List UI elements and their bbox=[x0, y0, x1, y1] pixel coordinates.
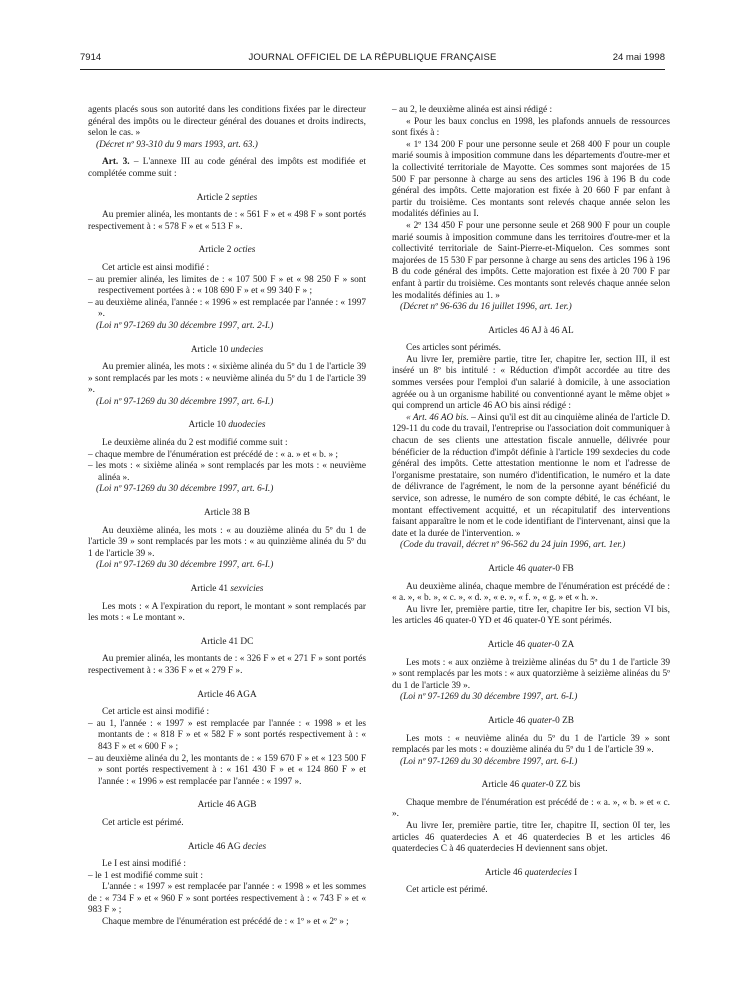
article-heading bbox=[392, 326, 670, 338]
heading-suffix: quater bbox=[527, 639, 552, 650]
heading-text: Article 41 DC bbox=[200, 636, 254, 647]
heading-text: Article 2 bbox=[196, 192, 232, 203]
header-rule bbox=[80, 69, 665, 70]
citation: (Loi nº 97-1269 du 30 décembre 1997, art. 6-I.) bbox=[400, 756, 578, 767]
article-heading bbox=[88, 637, 366, 649]
citation: (Loi nº 97-1269 du 30 décembre 1997, art. 6-I.) bbox=[96, 484, 274, 495]
heading-text: Article 46 bbox=[484, 867, 525, 878]
article-label: Art. 3. bbox=[102, 157, 130, 168]
paragraph bbox=[88, 157, 366, 180]
article-heading bbox=[88, 800, 366, 812]
article-heading bbox=[392, 716, 670, 728]
citation: (Loi nº 97-1269 du 30 décembre 1997, art. 2-I.) bbox=[96, 320, 274, 331]
list-item: – au 2, le deuxième alinéa est ainsi rédigé : bbox=[392, 105, 553, 115]
paragraph: Chaque membre de l'énumération est précédé de : « 1º » et « 2º » ; bbox=[102, 917, 349, 928]
heading-suffix: septies bbox=[231, 192, 258, 203]
heading-text: Article 38 B bbox=[204, 508, 250, 519]
heading-suffix: decies bbox=[242, 841, 267, 852]
citation: (Décret nº 96-636 du 16 juillet 1996, art. 1er.) bbox=[400, 302, 572, 313]
paragraph: Le I est ainsi modifié : bbox=[102, 859, 186, 870]
heading-suffix: quater bbox=[528, 563, 553, 574]
citation: (Loi nº 97-1269 du 30 décembre 1997, art. 6-I.) bbox=[400, 692, 578, 703]
paragraph: Cet article est périmé. bbox=[102, 817, 184, 828]
paragraph: Au livre Ier, première partie, titre Ier, chapitre Ier bis, section VI bis, les articles 46 quater-0 YD et 46 quater-0 YE sont périmés. bbox=[392, 604, 670, 627]
heading-text: -0 ZB bbox=[552, 715, 574, 726]
article-text: – Ainsi qu'il est dit au cinquième alinéa de l'article D. 129-11 du code du travail, l'entreprise ou l'association doit communiquer à chacun de ses clients une attestation fiscale annuelle, délivrée pour bénéficier de la réduction d'impôt définie à l'article 199 sexdecies du code général des impôts. Cette attestation mentionne le nom et l'adresse de l'organisme prestataire, son numéro d'identification, le numéro et la date de délivrance de l'agrément, le nom de la personne ayant bénéficié du service, son adresse, le numéro de son compte débité, le cas échéant, le montant effectivement acquitté, et un récapitulatif des interventions faisant apparaître le nom et le code identifiant de l'intervenant, ainsi que la date et la durée de l'intervention. » bbox=[392, 412, 670, 539]
heading-text: Article 46 AG bbox=[187, 841, 243, 852]
heading-text: Articles 46 AJ à 46 AL bbox=[488, 325, 574, 336]
paragraph: L'année : « 1997 » est remplacée par l'année : « 1998 » et les sommes de : « 734 F » et « 960 F » sont portées respectivement à : « 743 F » et « 983 F » ; bbox=[88, 882, 366, 916]
article-heading bbox=[88, 193, 366, 205]
paragraph bbox=[392, 413, 670, 541]
list-item: – au 1, l'année : « 1997 » est remplacée par l'année : « 1998 » et les montants de : « 818 F » et « 582 F » sont portés respectivement à : « 843 F » et « 600 F » ; bbox=[88, 718, 366, 752]
list-item: – au deuxième alinéa, l'année : « 1996 » est remplacée par l'année : « 1997 ». bbox=[88, 297, 366, 320]
article-heading bbox=[88, 842, 366, 854]
paragraph: Les mots : « neuvième alinéa du 5º du 1 de l'article 39 » sont remplacés par les mots : « douzième alinéa du 5º du 1 de l'article 39 ». bbox=[392, 733, 670, 756]
paragraph: Les mots : « aux onzième à treizième alinéas du 5º du 1 de l'article 39 » sont remplacés par les mots : « aux quatorzième à seizième alinéas du 5º du 1 de l'article 39 ». bbox=[392, 657, 670, 691]
heading-suffix: duodecies bbox=[228, 420, 266, 431]
article-heading bbox=[392, 780, 670, 792]
heading-suffix: octies bbox=[233, 245, 256, 256]
article-heading bbox=[88, 508, 366, 520]
heading-suffix: quaterdecies bbox=[524, 867, 572, 878]
list-item: – au premier alinéa, les limites de : « 107 500 F » et « 98 250 F » sont respectivement portées à : « 108 690 F » et « 99 340 F » ; bbox=[88, 274, 366, 297]
paragraph: Au premier alinéa, les mots : « sixième alinéa du 5º du 1 de l'article 39 » sont remplacés par les mots : « neuvième alinéa du 5º du 1 de l'article 39 ». bbox=[88, 362, 366, 396]
citation: (Code du travail, décret nº 96-562 du 24 juin 1996, art. 1er.) bbox=[400, 540, 626, 551]
paragraph: « 1º 134 200 F pour une personne seule et 268 400 F pour un couple marié soumis à imposition commune dans les départements d'outre-mer et la collectivité territoriale de Mayotte. Ces sommes sont majorées de 15 500 F par personne à charge au sens des articles 196 à 196 B du code général des impôts. Cette majoration est fixée à 20 660 F par enfant à partir du troisième. Ces montants sont relevés chaque année selon les modalités définies au I. bbox=[392, 139, 670, 220]
right-column bbox=[392, 105, 670, 897]
journal-title: JOURNAL OFFICIEL DE LA RÉPUBLIQUE FRANÇAISE bbox=[248, 52, 497, 63]
citation: (Décret nº 93-310 du 9 mars 1993, art. 63.) bbox=[96, 139, 258, 150]
paragraph: « 2º 134 450 F pour une personne seule et 268 900 F pour un couple marié soumis à imposition commune dans les territoires d'outre-mer et la collectivité territoriale de Saint-Pierre-et-Miquelon. Ces sommes sont majorées de 15 530 F par personne à charge au sens des articles 196 à 196 B du code général des impôts. Cette majoration est fixée à 20 700 F par enfant à partir du troisième. Ces montants sont relevés chaque année selon les modalités définies au 1. » bbox=[392, 220, 670, 301]
left-column bbox=[88, 105, 366, 929]
article-text: – L'annexe III au code général des impôts est modifiée et complétée comme suit : bbox=[88, 157, 366, 179]
publication-date: 24 mai 1998 bbox=[612, 52, 665, 63]
citation: (Loi nº 97-1269 du 30 décembre 1997, art. 6-I.) bbox=[96, 396, 274, 407]
heading-text: Article 46 bbox=[488, 563, 529, 574]
article-heading bbox=[88, 584, 366, 596]
heading-text: Article 46 bbox=[481, 780, 522, 791]
paragraph: Le deuxième alinéa du 2 est modifié comme suit : bbox=[102, 438, 288, 449]
paragraph: Au deuxième alinéa, chaque membre de l'énumération est précédé de : « a. », « b. », « c. », « d. », « e. », « f. », « g. » et « h. ». bbox=[392, 581, 670, 604]
heading-text: Article 46 AGA bbox=[197, 689, 257, 700]
article-heading bbox=[392, 640, 670, 652]
heading-text: Article 10 bbox=[190, 344, 231, 355]
heading-text: -0 ZZ bis bbox=[545, 780, 581, 791]
heading-suffix: sexvicies bbox=[230, 584, 264, 594]
article-heading bbox=[392, 564, 670, 576]
list-item: – les mots : « sixième alinéa » sont remplacés par les mots : « neuvième alinéa ». bbox=[88, 461, 366, 483]
article-heading bbox=[392, 868, 670, 880]
heading-text: Article 46 bbox=[488, 715, 528, 726]
list-item: – le 1 est modifié comme suit : bbox=[88, 870, 203, 881]
paragraph: Au deuxième alinéa, les mots : « au douzième alinéa du 5º du 1 de l'article 39 » sont remplacés par les mots : « au quinzième alinéa du 5º du 1 de l'article 39 ». bbox=[88, 525, 366, 559]
heading-text: I bbox=[571, 867, 578, 878]
heading-text: Article 41 bbox=[190, 584, 231, 594]
paragraph: « Pour les baux conclus en 1998, les plafonds annuels de ressources sont fixés à : bbox=[392, 116, 670, 139]
paragraph: Cet article est ainsi modifié : bbox=[102, 707, 210, 718]
heading-text: -0 ZA bbox=[551, 639, 575, 650]
article-label: « Art. 46 AO bis. bbox=[406, 412, 469, 423]
paragraph: Au livre Ier, première partie, titre Ier, chapitre Ier, section III, il est inséré un 8º bis intitulé : « Réduction d'impôt accordée au titre des sommes versées pour l'emploi d'un salarié à domicile, à une association agréée ou à un organisme habilité ou conventionné ayant le même objet » qui comprend un article 46 AO bis ainsi rédigé : bbox=[392, 354, 670, 412]
article-heading bbox=[88, 345, 366, 357]
citation: (Loi nº 97-1269 du 30 décembre 1997, art. 6-I.) bbox=[96, 560, 274, 571]
paragraph: Au premier alinéa, les montants de : « 561 F » et « 498 F » sont portés respectivement à : « 578 F » et « 513 F ». bbox=[88, 210, 366, 232]
paragraph: Au premier alinéa, les montants de : « 326 F » et « 271 F » sont portés respectivement à : « 336 F » et « 279 F ». bbox=[88, 654, 366, 676]
paragraph: Chaque membre de l'énumération est précédé de : « a. », « b. » et « c. ». bbox=[392, 797, 670, 820]
page-header bbox=[80, 50, 665, 66]
heading-text: Article 46 AGB bbox=[197, 800, 257, 811]
paragraph: Les mots : « A l'expiration du report, le montant » sont remplacés par les mots : « Le montant ». bbox=[88, 601, 366, 624]
article-heading bbox=[88, 245, 366, 257]
paragraph: Ces articles sont périmés. bbox=[406, 343, 502, 354]
heading-text: Article 46 bbox=[487, 639, 528, 650]
list-item: – au deuxième alinéa du 2, les montants de : « 159 670 F » et « 123 500 F » sont portés respectivement à : « 161 430 F » et « 124 860 F » et l'année : « 1996 » est remplacée par l'année : « 1997 ». bbox=[88, 753, 366, 787]
paragraph: Cet article est ainsi modifié : bbox=[102, 262, 210, 273]
paragraph: Cet article est périmé. bbox=[406, 885, 488, 896]
page-number: 7914 bbox=[80, 52, 102, 63]
article-heading bbox=[88, 690, 366, 702]
heading-suffix: undecies bbox=[230, 344, 264, 355]
paragraph: Au livre Ier, première partie, titre Ier, chapitre II, section 0I ter, les articles 46 quaterdecies A et 46 quaterdecies B et les articles 46 quaterdecies C à 46 quaterdecies H deviennent sans objet. bbox=[392, 821, 670, 855]
article-heading bbox=[88, 420, 366, 432]
paragraph: agents placés sous son autorité dans les conditions fixées par le directeur général des impôts ou le directeur général des douanes et droits indirects, selon le cas. » bbox=[88, 105, 366, 139]
heading-suffix: quater bbox=[521, 780, 546, 791]
heading-suffix: quater bbox=[527, 715, 553, 726]
list-item: – chaque membre de l'énumération est précédé de : « a. » et « b. » ; bbox=[88, 449, 339, 460]
heading-text: Article 10 bbox=[188, 420, 229, 431]
heading-text: -0 FB bbox=[552, 563, 574, 574]
heading-text: Article 2 bbox=[198, 245, 234, 256]
